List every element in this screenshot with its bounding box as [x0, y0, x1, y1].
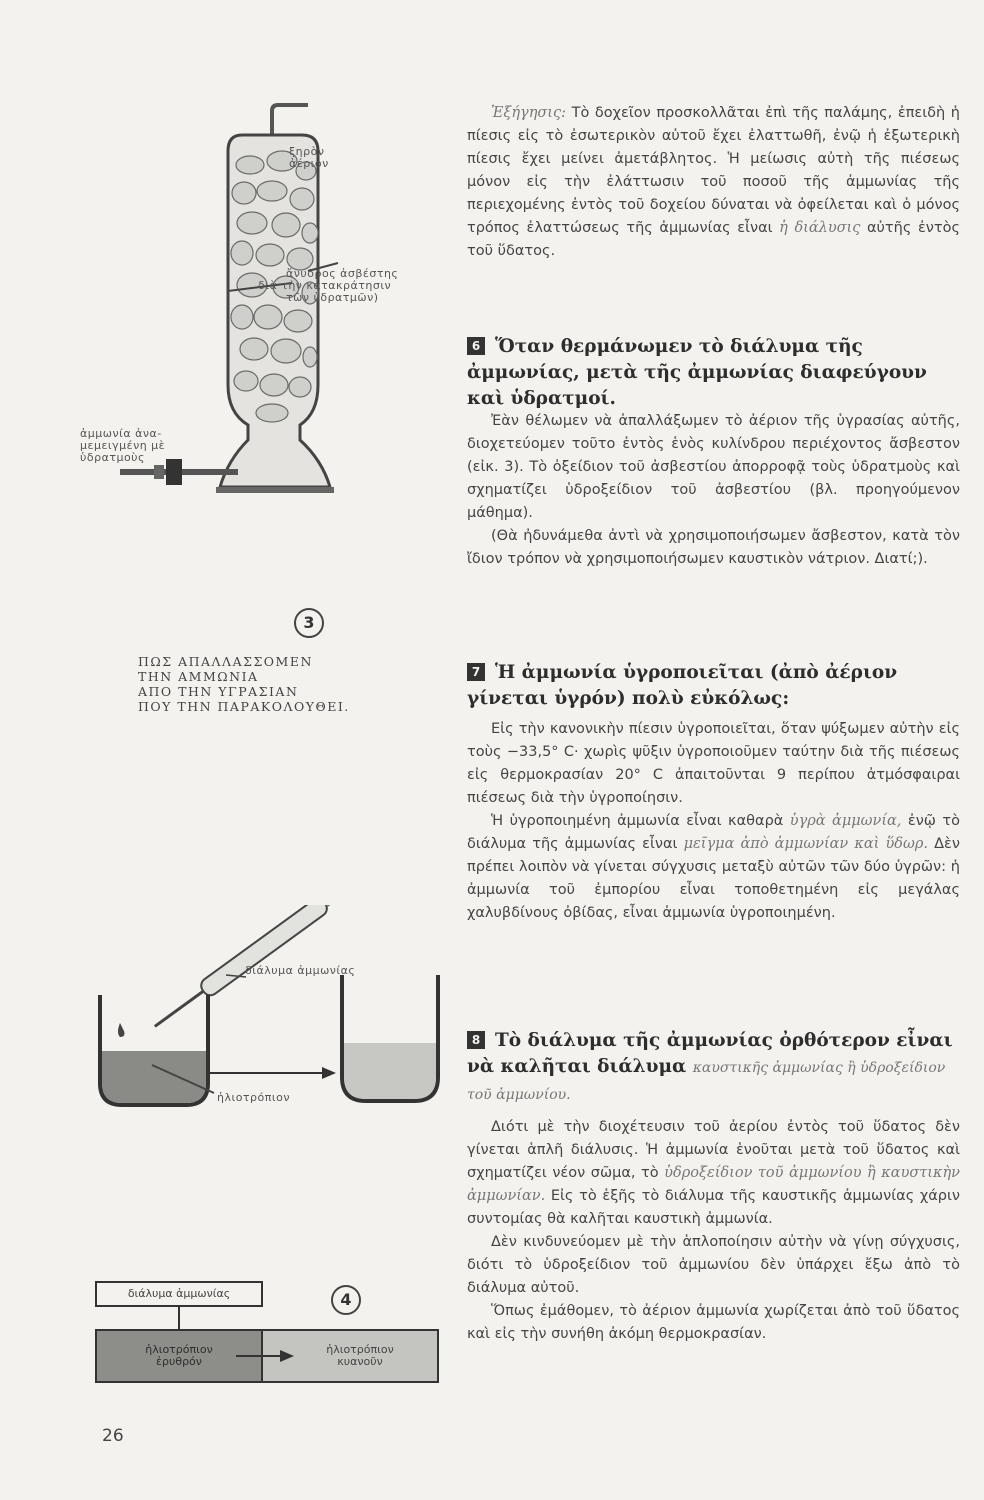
section-8-heading: 8 Τὸ διάλυμα τῆς ἀμμωνίας ὀρθότερον εἶναι νὰ καλῆται διάλυμα καυστικῆς ἀμμωνίας ἢ ὑδροξείδιον τοῦ ἀμμωνίου.: [467, 1030, 953, 1103]
quicklime-label: ἄνυδρος ἀσβέστης διὰ τὴν κατακράτησιν τῶν ὑδρατμῶν): [258, 267, 399, 304]
explanation-lead: Ἐξήγησις:: [491, 105, 566, 121]
figure-3-caption: ΠΩΣ ΑΠΑΛΛΑΣΣΟΜΕΝ ΤΗΝ ΑΜΜΩΝΙΑ ΑΠΟ ΤΗΝ ΥΓΡΑΣΙΑΝ ΠΟΥ ΤΗΝ ΠΑΡΑΚΟΛΟΥΘΕΙ.: [138, 654, 350, 714]
explanation-paragraph: Ἐξήγησις: Τὸ δοχεῖον προσκολλᾶται ἐπὶ τῆς παλάμης, ἐπειδὴ ἡ πίεσις εἰς τὸ ἐσωτερικὸν αὐτοῦ ἔχει ἐλαττωθῆ, ἐνῷ ἡ ἐξωτερικὴ πίεσις ἔχει μείνει ἀμετάβλητος. Ἡ μείωσις αὐτὴ τῆς πιέσεως μόνον εἰς τὴν ἐλάττωσιν τοῦ ποσοῦ τῆς ἀμμωνίας τῆς περιεχομένης ἐντὸς τοῦ δοχείου δύναται νὰ ὀφείλεται καὶ ὁ μόνος τρόπος ἐλαττώσεως τῆς ἀμμωνίας εἶναι ἡ διάλυσις αὐτῆς ἐντὸς τοῦ ὕδατος.: [467, 105, 961, 259]
section-7-heading: 7 Ἡ ἀμμωνία ὑγροποιεῖται (ἀπὸ ἀέριον γίνεται ὑγρόν) πολὺ εὐκόλως:: [467, 662, 898, 709]
page-number: 26: [102, 1426, 124, 1446]
litmus-label: ἡλιοτρόπιον: [217, 1091, 290, 1104]
section-8-body: Διότι μὲ τὴν διοχέτευσιν τοῦ ἀερίου ἐντὸς τοῦ ὕδατος δὲν γίνεται ἁπλῆ διάλυσις. Ἡ ἀμμωνία ἑνοῦται μετὰ τοῦ ὕδατος καὶ σχηματίζει νέον σῶμα, τὸ ὑδροξείδιον τοῦ ἀμμωνίου ἢ καυστικὴν ἀμμωνίαν. Εἰς τὸ ἑξῆς τὸ διάλυμα τῆς καυστικῆς ἀμμωνίας χάριν συντομίας θὰ καλῆται καυστικὴ ἀμμωνία. Δὲν κινδυνεύομεν μὲ τὴν ἁπλοποίησιν αὐτὴν νὰ γίνῃ σύγχυσις, διότι τὸ ὑδροξείδιον τοῦ ἀμμωνίου δὲν ὑπάρχει ἔξω ἀπὸ τὸ διάλυμα αὐτοῦ. Ὅπως ἐμάθομεν, τὸ ἀέριον ἀμμωνία χωρίζεται ἀπὸ τοῦ ὕδατος καὶ εἰς τὴν συνήθη ἀκόμη θερμοκρασίαν.: [467, 1119, 961, 1342]
figure-4-number: 4: [331, 1285, 361, 1315]
drying-cylinder-illustration: [60, 95, 460, 535]
ammonia-solution-box-label: διάλυμα ἀμμωνίας: [127, 1287, 231, 1300]
section-6-body: Ἐὰν θέλωμεν νὰ ἀπαλλάξωμεν τὸ ἀέριον τῆς ὑγρασίας αὐτῆς, διοχετεύομεν τοῦτο ἐντὸς ἑνὸς κυλίνδρου περιέχοντος ἄσβεστον (εἰκ. 3). Τὸ ὀξείδιον τοῦ ἀσβεστίου ἀπορροφᾷ τοὺς ὑδρατμοὺς καὶ σχηματίζει ὑδροξείδιον τοῦ ἀσβεστίου (βλ. προηγούμενον μάθημα). (Θὰ ἠδυνάμεθα ἀντὶ νὰ χρησιμοποιήσωμεν ἄσβεστον, κατὰ τὸν ἴδιον τρόπον νὰ χρησιμοποιήσωμεν καυστικὸν νάτριον. Διατί;).: [467, 413, 960, 567]
red-litmus-label: ἡλιοτρόπιον ἐρυθρόν: [145, 1343, 213, 1368]
section-6-heading: 6 Ὅταν θερμάνωμεν τὸ διάλυμα τῆς ἀμμωνίας, μετὰ τῆς ἀμμωνίας διαφεύγουν καὶ ὑδρατμοί.: [467, 336, 927, 409]
dropper-solution-label: διάλυμα ἀμμωνίας: [245, 964, 356, 977]
dry-gas-label: ξηρὸν ἀέριον: [289, 145, 329, 170]
blue-litmus-label: ἡλιοτρόπιον κυανοῦν: [326, 1343, 394, 1368]
ammonia-vapour-label: ἀμμωνία ἀνα- μεμειγμένη μὲ ὑδρατμοὺς: [80, 427, 166, 464]
section-7-body: Εἰς τὴν κανονικὴν πίεσιν ὑγροποιεῖται, ὅταν ψύξωμεν αὐτὴν εἰς τοὺς −33,5° C· χωρὶς ψῦξιν ὑγροποιοῦμεν ταύτην διὰ τῆς πιέσεως εἰς θερμοκρασίαν 20° C ἀπαιτοῦνται 9 περίπου ἀτμόσφαιραι πιέσεως διὰ τὴν ὑγροποίησιν. Ἡ ὑγροποιημένη ἀμμωνία εἶναι καθαρὰ ὑγρὰ ἀμμωνία, ἐνῷ τὸ διάλυμα τῆς ἀμμωνίας εἶναι μεῖγμα ἀπὸ ἀμμωνίαν καὶ ὕδωρ. Δὲν πρέπει λοιπὸν νὰ γίνεται σύγχυσις μεταξὺ αὐτῶν τῶν δύο ὑγρῶν: ἡ ἀμμωνία τοῦ ἐμπορίου εἶναι τοποθετημένη εἰς μεγάλας χαλυβδίνους ὀβίδας, εἶναι ἀμμωνία ὑγροποιημένη.: [467, 721, 961, 921]
dropper-beakers-illustration: [90, 905, 460, 1120]
figure-3-number: 3: [294, 608, 324, 638]
